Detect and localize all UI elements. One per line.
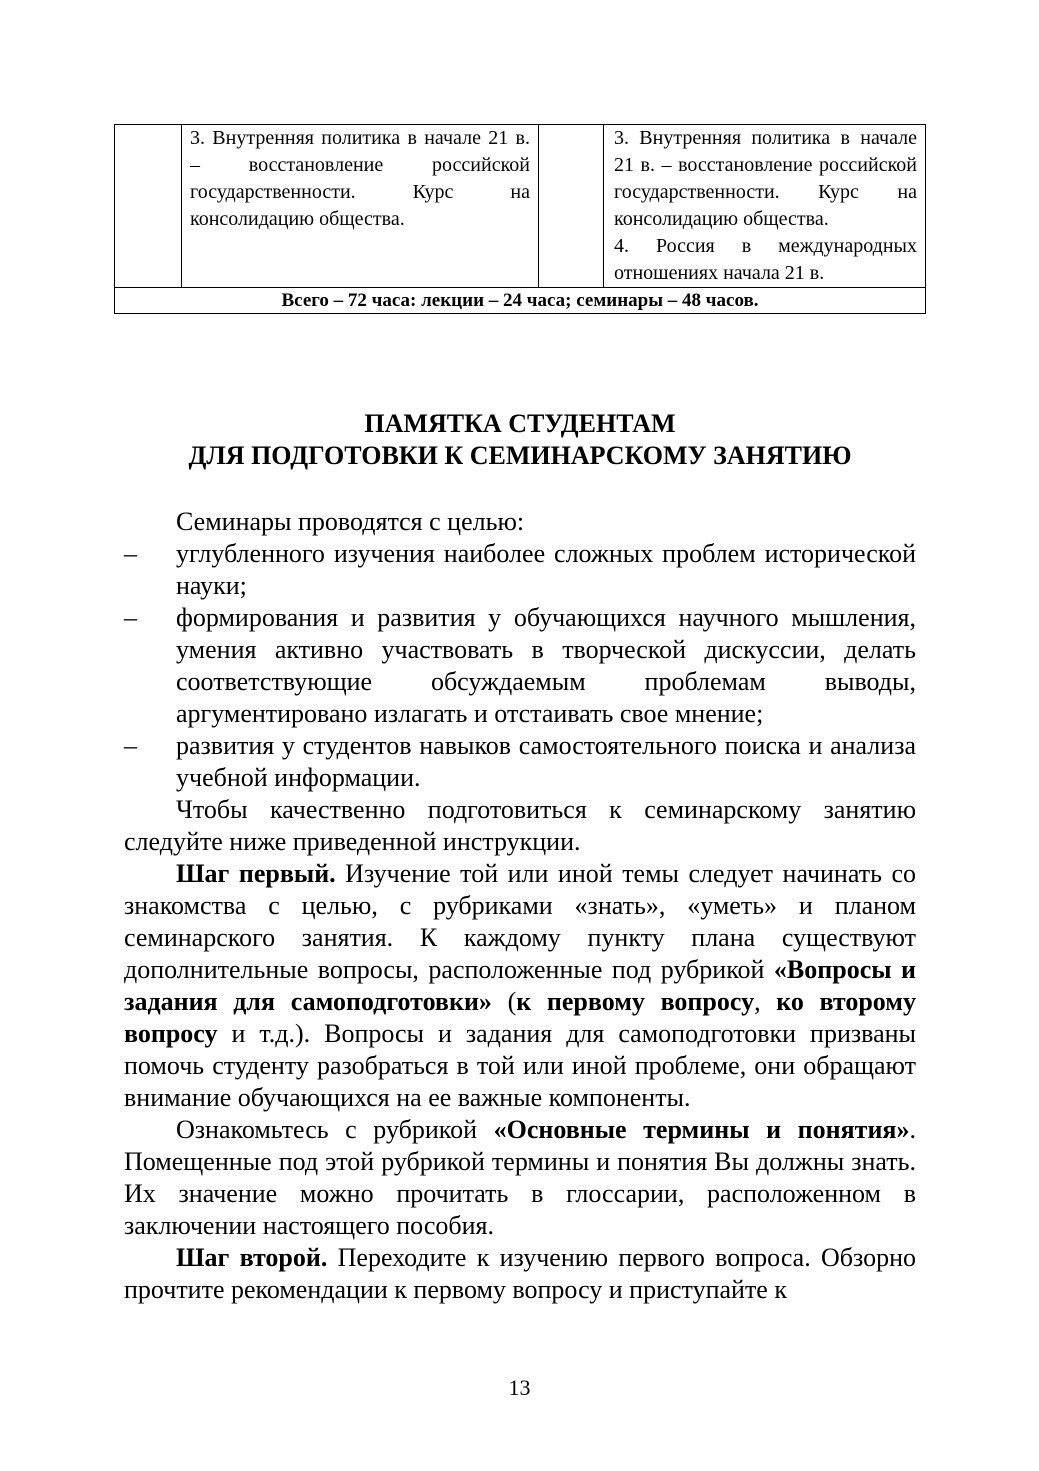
heading-line-1: ПАМЯТКА СТУДЕНТАМ [364, 409, 676, 438]
step-one-paragraph [124, 858, 916, 1114]
list-item-text: углубленного изучения наиболее сложных проблем исторической науки; [176, 539, 916, 600]
table-cell-empty [115, 125, 182, 288]
step-one-text: , [754, 987, 777, 1016]
list-dash: – [124, 603, 137, 632]
step-two-text: Переходите к изучению первого вопроса. Обзорно прочтите рекомендации к первому вопросу и приступайте к [124, 1243, 916, 1304]
section-heading [124, 408, 916, 472]
goals-list [124, 538, 916, 794]
table-cell-empty [539, 125, 604, 288]
list-dash: – [124, 731, 137, 760]
seminar-topic-3: 3. Внутренняя политика в начале 21 в. – восстановление российской государственности. Курс на консолидацию общества. [614, 127, 917, 230]
step-one-text: ( [491, 987, 517, 1016]
rubric-second-question: ко второму вопросу [124, 987, 916, 1048]
terms-text: . Помещенные под этой рубрикой термины и понятия Вы должны знать. Их значение можно прочитать в глоссарии, расположенном в заключении настоящего пособия. [124, 1115, 916, 1240]
lecture-topic-text: 3. Внутренняя политика в начале 21 в. – восстановление российской государственности. Курс на консолидацию общества. [190, 127, 530, 230]
course-plan-table [114, 124, 926, 314]
rubric-terms: «Основные термины и понятия» [493, 1115, 910, 1144]
list-item-text: развития у студентов навыков самостоятельного поиска и анализа учебной информации. [176, 731, 916, 792]
heading-line-2: ДЛЯ ПОДГОТОВКИ К СЕМИНАРСКОМУ ЗАНЯТИЮ [188, 441, 852, 470]
list-item-text: формирования и развития у обучающихся научного мышления, умения активно участвовать в творческой дискуссии, делать соответствующие обсуждаемым проблемам выводы, аргументировано излагать и отстаивать свое мнение; [176, 603, 916, 728]
list-item [124, 538, 916, 602]
page-number: 13 [508, 1375, 531, 1400]
intro-paragraph: Семинары проводятся с целью: [176, 507, 525, 536]
table-cell-seminar-topics [604, 125, 926, 288]
body-text [124, 506, 916, 1306]
list-dash: – [124, 539, 137, 568]
instruction-paragraph: Чтобы качественно подготовиться к семинарскому занятию следуйте ниже приведенной инструкции. [124, 795, 916, 856]
step-one-label: Шаг первый. [176, 859, 336, 888]
list-item [124, 602, 916, 730]
table-total-row [115, 288, 926, 314]
step-two-label: Шаг второй. [176, 1243, 328, 1272]
terms-paragraph [124, 1114, 916, 1242]
step-one-text: и т.д.). Вопросы и задания для самоподготовки призваны помочь студенту разобраться в той или иной проблеме, они обращают внимание обучающихся на ее важные компоненты. [124, 1019, 916, 1112]
seminar-topic-4: 4. Россия в международных отношениях начала 21 в. [614, 235, 917, 284]
table-row [115, 125, 926, 288]
rubric-first-question: к первому вопросу [516, 987, 755, 1016]
table-cell-lecture-topic [182, 125, 539, 288]
table-total-hours: Всего – 72 часа: лекции – 24 часа; семинары – 48 часов. [115, 288, 926, 314]
step-one-text: Изучение той или иной темы следует начинать со знакомства с целью, с рубриками «знать», «уметь» и планом семинарского занятия. К каждому пункту плана существуют дополнительные вопросы, расположенные под рубрикой [124, 859, 916, 984]
list-item [124, 730, 916, 794]
rubric-self-study: «Вопросы и задания для самоподготовки» [124, 955, 916, 1016]
terms-text: Ознакомьтесь с рубрикой [176, 1115, 494, 1144]
step-two-paragraph [124, 1242, 916, 1306]
